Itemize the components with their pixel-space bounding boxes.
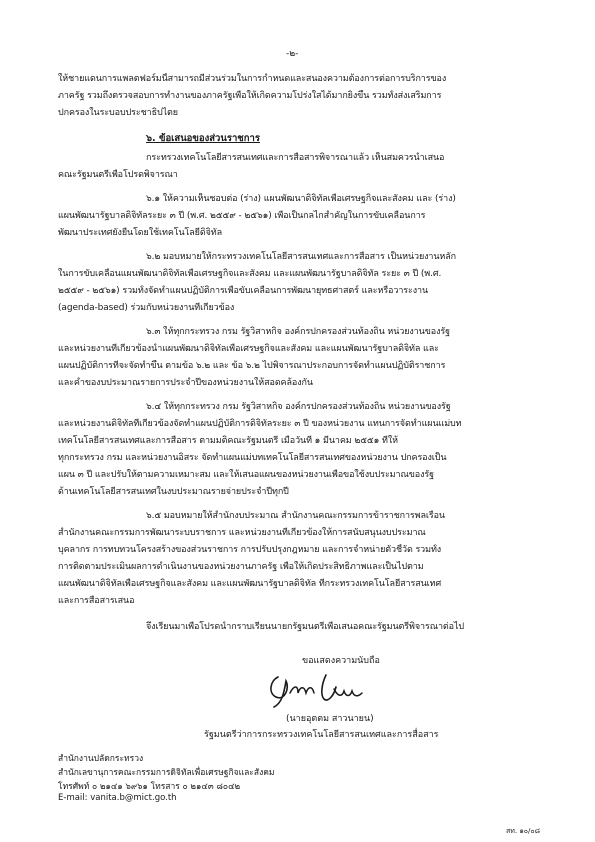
section-intro-line-1: กระทรวงเทคโนโลยีสารสนเทศและการสื่อสารพิจารณาแล้ว เห็นสมควรนำเสนอ	[146, 153, 445, 163]
item-5-line-2: สำนักงานคณะกรรมการพัฒนาระบบราชการ และหน่วยงานที่เกี่ยวข้องให้การสนับสนุนงบประมาณ	[58, 528, 426, 538]
item-1-line-2: แผนพัฒนารัฐบาลดิจิทัลระยะ ๓ ปี (พ.ศ. ๒๕๕๙ - ๒๕๖๑) เพื่อเป็นกลไกสำคัญในการขับเคลื่อนการ	[58, 211, 426, 221]
item-4-line-1: ๖.๔ ให้ทุกกระทรวง กรม รัฐวิสาหกิจ องค์กรปกครองส่วนท้องถิ่น หน่วยงานของรัฐ	[146, 402, 451, 412]
footer-email: E-mail: vanita.b@mict.go.th	[58, 793, 177, 803]
section-heading: ๖. ข้อเสนอของส่วนราชการ	[146, 133, 260, 144]
item-5-line-3: บุคลากร การทบทวนโครงสร้างของส่วนราชการ การปรับปรุงกฎหมาย และการจำหน่ายตัวชี้วัด รวมทั้ง	[58, 545, 442, 555]
signer-name: (นายอุตตม สาวนายน)	[286, 714, 374, 724]
page-number: -๒-	[286, 49, 299, 59]
item-2-line-1: ๖.๒ มอบหมายให้กระทรวงเทคโนโลยีสารสนเทศและการสื่อสาร เป็นหน่วยงานหลัก	[146, 252, 457, 262]
item-1-line-3: พัฒนาประเทศยั่งยืนโดยใช้เทคโนโลยีดิจิทัล	[58, 228, 223, 238]
intro-line-1: ให้ชายแดนการแพลตฟอร์มนี้สามารถมีส่วนร่วมในการกำหนดและสนองความต้องการต่อการบริการของ	[58, 74, 447, 84]
handwritten-signature	[264, 667, 374, 709]
item-4-line-5: แผน ๓ ปี และปรับให้ตามความเหมาะสม และให้เสนอแผนของหน่วยงานเพื่อขอใช้งบประมาณของรัฐ	[58, 470, 434, 480]
item-2-line-3: ๒๕๕๙ - ๒๕๖๑) รวมทั้งจัดทำแผนปฏิบัติการเพื่อขับเคลื่อนการพัฒนายุทธศาสตร์ และหรือวาระงาน	[58, 286, 429, 296]
item-3-line-4: และคำของบประมาณรายการประจำปีของหน่วยงานให้สอดคล้องกัน	[58, 378, 313, 388]
respect-line: ขอแสดงความนับถือ	[302, 656, 380, 666]
item-5-line-5: แผนพัฒนาดิจิทัลเพื่อเศรษฐกิจและสังคม และแผนพัฒนารัฐบาลดิจิทัล ที่กระทรวงเทคโนโลยีสารสนเทศ	[58, 579, 442, 589]
item-5-line-4: การติดตามประเมินผลการดำเนินงานของหน่วยงานภาครัฐ เพื่อให้เกิดประสิทธิภาพและเป็นไปตาม	[58, 562, 424, 572]
footer-division: สำนักเลขานุการคณะกรรมการดิจิทัลเพื่อเศรษฐกิจและสังคม	[58, 768, 275, 778]
closing-line: จึงเรียนมาเพื่อโปรดนำกราบเรียนนายกรัฐมนตรีเพื่อเสนอคณะรัฐมนตรีพิจารณาต่อไป	[146, 622, 465, 632]
footer-office: สำนักงานปลัดกระทรวง	[58, 754, 144, 764]
signer-title: รัฐมนตรีว่าการกระทรวงเทคโนโลยีสารสนเทศและการสื่อสาร	[204, 730, 439, 740]
intro-line-3: ปกครองในระบอบประชาธิปไตย	[58, 108, 178, 118]
item-3-line-1: ๖.๓ ให้ทุกกระทรวง กรม รัฐวิสาหกิจ องค์กรปกครองส่วนท้องถิ่น หน่วยงานของรัฐ	[146, 327, 450, 337]
item-4-line-2: และหน่วยงานดิจิทัลที่เกี่ยวข้องจัดทำแผนปฏิบัติการดิจิทัลระยะ ๓ ปี ของหน่วยงาน แทนการจัดทำแผนแม่บท	[58, 419, 462, 429]
item-4-line-4: ทุกกระทรวง กรม และหน่วยงานอิสระ จัดทำแผนแม่บทเทคโนโลยีสารสนเทศของหน่วยงาน ปกครองเป็น	[58, 453, 447, 463]
item-4-line-3: เทคโนโลยีสารสนเทศและการสื่อสาร ตามมติคณะรัฐมนตรี เมื่อวันที่ ๑ มีนาคม ๒๕๕๑ ที่ให้	[58, 436, 398, 446]
footer-phone: โทรศัพท์ ๐ ๒๑๔๑ ๖๙๖๑ โทรสาร ๐ ๒๑๔๓ ๘๐๔๒	[58, 782, 241, 792]
corner-code: สท. ๑๐/๐๘	[506, 827, 541, 835]
intro-line-2: ภาครัฐ รวมถึงตรวจสอบการทำงานของภาครัฐเพื่อให้เกิดความโปร่งใสได้มากยิ่งขึ้น รวมทั้งส่งเสริมการ	[58, 91, 442, 101]
item-2-line-2: ในการขับเคลื่อนแผนพัฒนาดิจิทัลเพื่อเศรษฐกิจและสังคม และแผนพัฒนารัฐบาลดิจิทัล ระยะ ๓ ปี (พ.ศ.	[58, 269, 442, 279]
item-5-line-1: ๖.๕ มอบหมายให้สำนักงบประมาณ สำนักงานคณะกรรมการข้าราชการพลเรือน	[146, 511, 445, 521]
item-3-line-3: แผนปฏิบัติการที่จะจัดทำขึ้น ตามข้อ ๖.๒ และ ข้อ ๖.๒ ไปพิจารณาประกอบการจัดทำแผนปฏิบัติราชการ	[58, 361, 446, 371]
item-3-line-2: และหน่วยงานที่เกี่ยวข้องนำแผนพัฒนาดิจิทัลเพื่อเศรษฐกิจและสังคม และแผนพัฒนารัฐบาลดิจิทัล และ	[58, 344, 439, 354]
item-1-line-1: ๖.๑ ให้ความเห็นชอบต่อ (ร่าง) แผนพัฒนาดิจิทัลเพื่อเศรษฐกิจและสังคม และ (ร่าง)	[146, 194, 456, 204]
item-5-line-6: และการสื่อสารเสนอ	[58, 596, 135, 606]
item-2-line-4: (agenda-based) ร่วมกับหน่วยงานที่เกี่ยวข้อง	[58, 303, 235, 313]
section-intro-line-2: คณะรัฐมนตรีเพื่อโปรดพิจารณา	[58, 170, 178, 180]
item-4-line-6: ด้านเทคโนโลยีสารสนเทศในงบประมาณรายจ่ายประจำปีทุกปี	[58, 487, 289, 497]
